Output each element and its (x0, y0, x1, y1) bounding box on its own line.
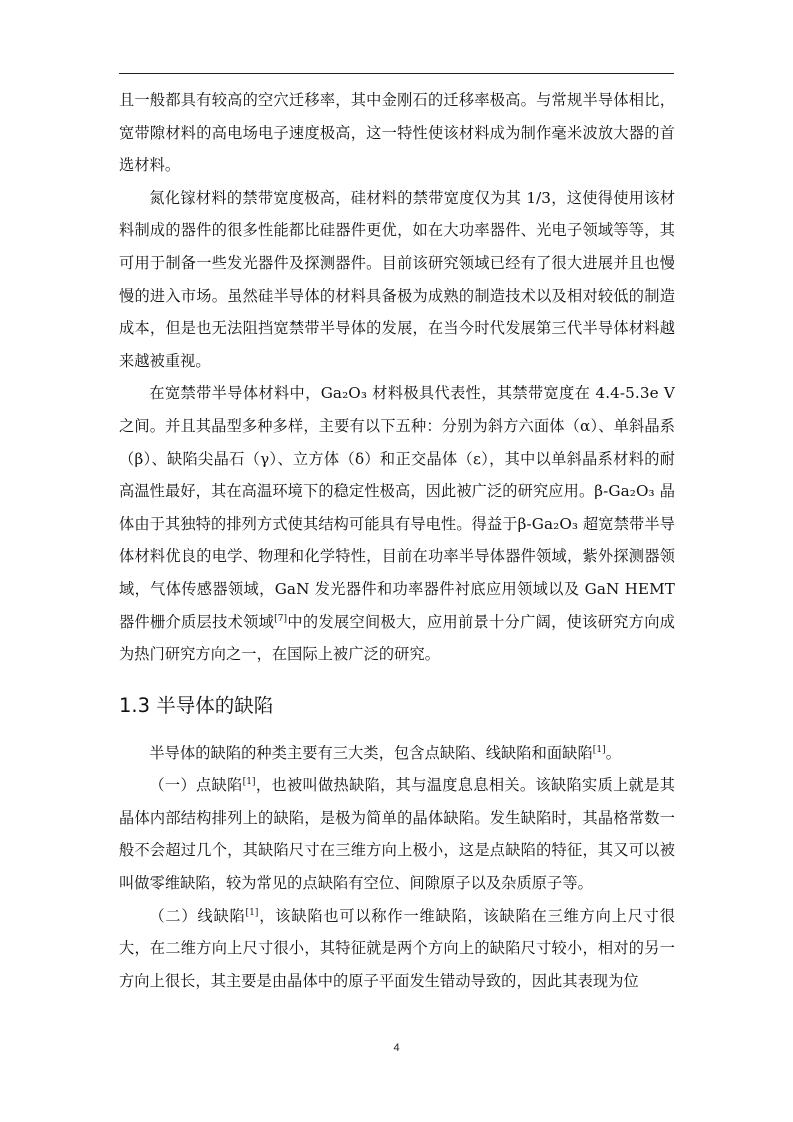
paragraph-defect-types (119, 737, 675, 770)
paragraph-point-defect (119, 769, 675, 899)
citation-ref: [1] (242, 777, 256, 788)
section-heading: 1.3 半导体的缺陷 (119, 693, 274, 717)
citation-ref: [1] (245, 907, 259, 918)
paragraph-point-defect-text: ，也被叫做热缺陷，其与温度息息相关。该缺陷实质上就是其晶体内部结构排列上的缺陷，是极为简单的晶体缺陷。发生缺陷时，其晶格常数一般不会超过几个，其缺陷尺寸在三维方向上极小，这是点缺陷的特征，其又可以被叫做零维缺陷，较为常见的点缺陷有空位、间隙原子以及杂质原子等。 (119, 776, 676, 893)
paragraph-line-defect-text: ，该缺陷也可以称作一维缺陷，该缺陷在三维方向上尺寸很大，在二维方向上尺寸很小，其特征就是两个方向上的缺陷尺寸较小，相对的另一方向上很长，其主要是由晶体中的原子平面发生错动导致的，因此其表现为位 (119, 906, 675, 990)
page-body (119, 84, 675, 997)
paragraph-line-defect (119, 900, 675, 998)
paragraph-defect-types-text: 半导体的缺陷的种类主要有三大类，包含点缺陷、线缺陷和面缺陷 (149, 743, 593, 762)
page-number: 4 (393, 1042, 400, 1054)
citation-ref: [7] (274, 613, 288, 624)
paragraph-ga2o3 (119, 377, 675, 670)
paragraph-line-defect-lead: （二）线缺陷 (149, 906, 246, 925)
paragraph-defect-types-end: 。 (605, 743, 622, 762)
paragraph-ga2o3-text: 在宽禁带半导体材料中，Ga₂O₃ 材料极具代表性，其禁带宽度在 4.4-5.3e V 之间。并且其晶型多种多样，主要有以下五种：分别为斜方六面体（α）、单斜晶系（β）、缺陷尖晶石（γ）、立方体（δ）和正交晶体（ε），其中以单斜晶系材料的耐高温性最好，其在高温环境下的稳定性极高，因此被广泛的研究应用。β-Ga₂O₃ 晶体由于其独特的排列方式使其结构可能具有导电性。得益于β-Ga₂O₃ 超宽禁带半导体材料优良的电学、物理和化学特性，目前在功率半导体器件领域，紫外探测器领域，气体传感器领域，GaN 发光器件和功率器件衬底应用领域以及 GaN HEMT 器件栅介质层技术领域 (119, 384, 675, 631)
paragraph-continued: 且一般都具有较高的空穴迁移率，其中金刚石的迁移率极高。与常规半导体相比，宽带隙材料的高电场电子速度极高，这一特性使该材料成为制作毫米波放大器的首选材料。 (119, 91, 675, 175)
paragraph-gan: 氮化镓材料的禁带宽度极高，硅材料的禁带宽度仅为其 1/3，这使得使用该材料制成的器件的很多性能都比硅器件更优，如在大功率器件、光电子领域等等，其可用于制备一些发光器件及探测器件。目前该研究领域已经有了很大进展并且也慢慢的进入市场。虽然硅半导体的材料具备极为成熟的制造技术以及相对较低的制造成本，但是也无法阻挡宽禁带半导体的发展，在当今时代发展第三代半导体材料越来越被重视。 (119, 188, 675, 370)
paragraph-ga2o3-text-end: 中的发展空间极大，应用前景十分广阔，使该研究方向成为热门研究方向之一，在国际上被广泛的研究。 (119, 612, 675, 664)
citation-ref: [1] (592, 744, 606, 755)
header-rule (119, 73, 674, 74)
paragraph-point-defect-lead: （一）点缺陷 (149, 776, 243, 795)
